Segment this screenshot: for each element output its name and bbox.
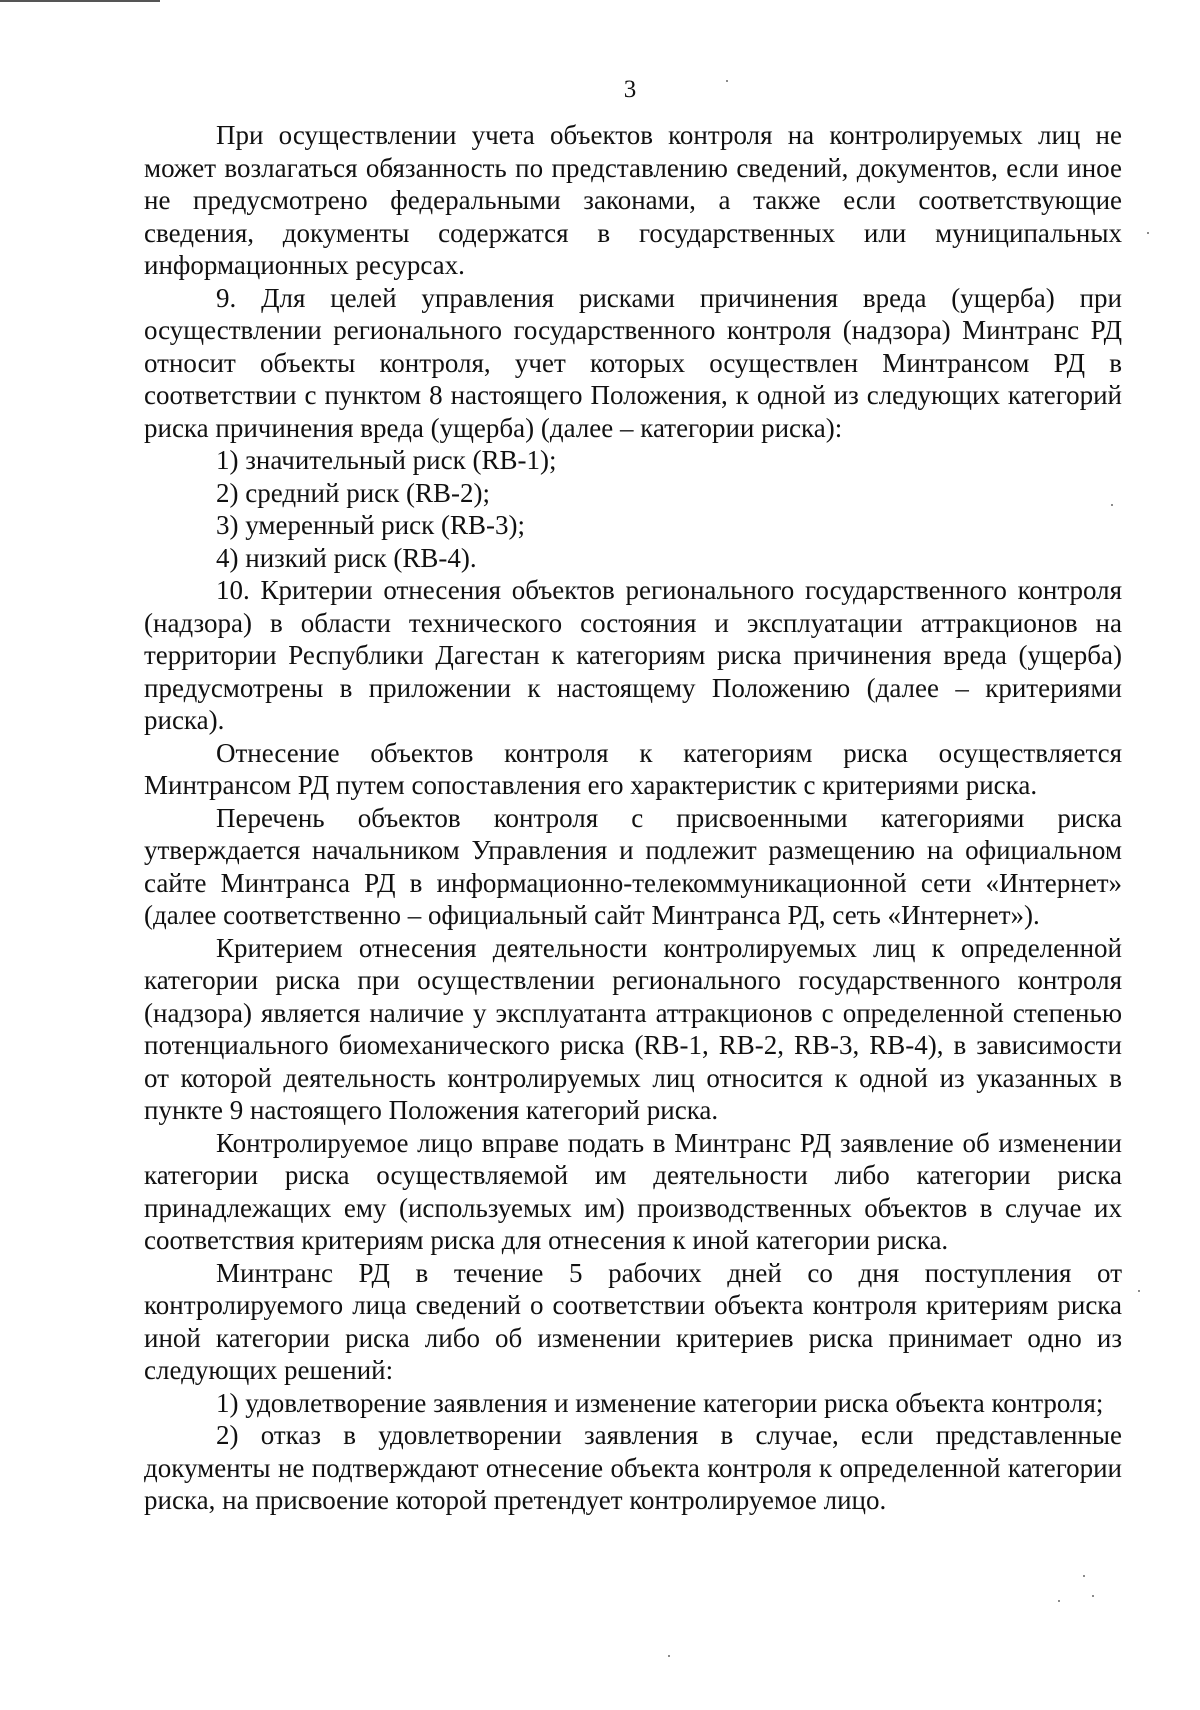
scan-speck (1058, 1600, 1060, 1602)
list-item-risk-rb2: 2) средний риск (RB-2); (216, 477, 490, 508)
paragraph-change-request: Контролируемое лицо вправе подать в Минтранс РД заявление об изменении категории риска осуществляемой им деятельности либо категории риска принадлежащих ему (используемых им) производственных объектов в случае их соответствия критериям риска для отнесения к иной категории риска. (144, 1127, 1122, 1255)
paragraph-criterion: Критерием отнесения деятельности контролируемых лиц к определенной категории риска при осуществлении регионального государственного контроля (надзора) является наличие у эксплуатанта аттракционов с определенной степенью потенциального биомеханического риска (RB-1, RB-2, RB-3, RB-4), в зависимости от которой деятельность контролируемых лиц относится к одной из указанных в пункте 9 настоящего Положения категорий риска. (144, 932, 1122, 1125)
scan-speck (726, 80, 728, 82)
scan-edge-line (0, 0, 160, 2)
paragraph-accounting-obligations: При осуществлении учета объектов контроля на контролируемых лиц не может возлагаться обязанность по представлению сведений, документов, если иное не предусмотрено федеральными законами, а также если соответствующие сведения, документы содержатся в государственных или муниципальных информационных ресурсах. (144, 120, 1122, 280)
paragraph-decision-deadline: Минтранс РД в течение 5 рабочих дней со дня поступления от контролируемого лица сведений о соответствии объекта контроля критериям риска иной категории риска либо об изменении критериев риска принимает одно из следующих решений: (144, 1257, 1122, 1385)
scan-speck (1111, 504, 1113, 506)
scan-speck (1138, 1290, 1140, 1292)
paragraph-assignment: Отнесение объектов контроля к категориям риска осуществляется Минтрансом РД путем сопоставления его характеристик с критериями риска. (144, 737, 1122, 800)
list-item-decision-refuse: 2) отказ в удовлетворении заявления в случае, если представленные документы не подтверждают отнесение объекта контроля к определенной категории риска, на присвоение которой претендует контролируемое лицо. (144, 1420, 1122, 1515)
list-item-risk-rb3: 3) умеренный риск (RB-3); (216, 510, 525, 540)
paragraph-list-publication: Перечень объектов контроля с присвоенными категориями риска утверждается начальником Управления и подлежит размещению на официальном сайте Минтранса РД в информационно-телекоммуникационной сети «Интернет» (далее соответственно – официальный сайт Минтранса РД, сеть «Интернет»). (144, 802, 1122, 930)
document-body (144, 119, 1122, 1517)
page-number: 3 (623, 76, 637, 103)
list-item-risk-rb4: 4) низкий риск (RB-4). (216, 542, 477, 573)
paragraph-item-9: 9. Для целей управления рисками причинения вреда (ущерба) при осуществлении регионального государственного контроля (надзора) Минтранс РД относит объекты контроля, учет которых осуществлен Минтрансом РД в соответствии с пунктом 8 настоящего Положения, к одной из следующих категорий риска причинения вреда (ущерба) (далее – категории риска): (144, 282, 1122, 443)
scan-speck (1083, 1575, 1085, 1577)
scan-speck (668, 1655, 670, 1657)
scan-speck (1147, 232, 1149, 234)
list-item-decision-approve: 1) удовлетворение заявления и изменение категории риска объекта контроля; (216, 1387, 1104, 1418)
paragraph-item-10: 10. Критерии отнесения объектов регионального государственного контроля (надзора) в области технического состояния и эксплуатации аттракционов на территории Республики Дагестан к категориям риска причинения вреда (ущерба) предусмотрены в приложении к настоящему Положению (далее – критериями риска). (144, 575, 1122, 735)
list-item-risk-rb1: 1) значительный риск (RB-1); (216, 445, 557, 475)
scan-speck (1092, 1595, 1094, 1597)
